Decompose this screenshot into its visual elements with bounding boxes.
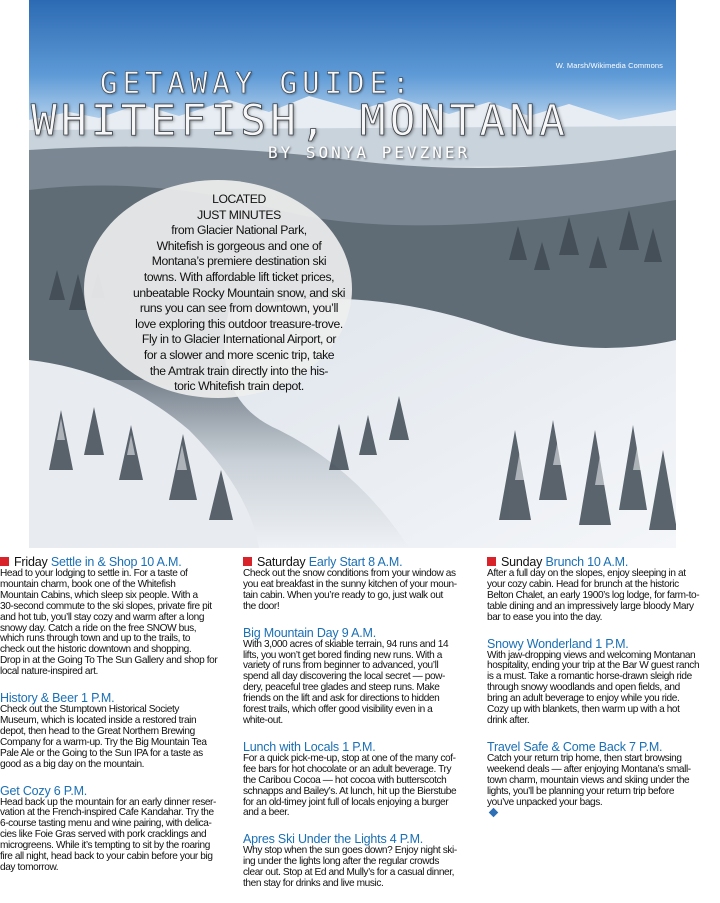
article-byline: BY SONYA PEVZNER bbox=[268, 143, 471, 162]
intro-text: LOCATED JUST MINUTES from Glacier National Park, Whitefish is gorgeous and one of Montana’s premiere destination ski towns. With affordable lift ticket prices, unbeatable Rocky Mountain snow, and ski runs you can see from downtown, you’ll love exploring this outdoor treasure-trove. Fly in to Glacier International Airport, or for a slower and more scenic trip, take the Amtrak train directly into the his- toric Whitefish train depot. bbox=[132, 192, 346, 394]
paragraph: After a full day on the slopes, enjoy sleeping in at your cozy cabin. Head for brunch at the historic Belton Chalet, an early 1900’s log lodge, for farm-to- table dining and an impressively large bloody Mary bar to ease you into the day. bbox=[487, 568, 700, 623]
paragraph: Catch your return trip home, then start browsing weekend deals — after enjoying Montana’s small- town charm, mountain views and skiing under the lights, you’ll be planning your return trip before you’ve unpacked your bags. bbox=[487, 754, 720, 818]
paragraph: Check out the Stumptown Historical Society Museum, which is located inside a restored train depot, then head to the Great Northern Brewing Company for a warm-up. Try the Big Mountain Tea Pale Ale or the Going to the Sun IPA for a taste as good as a big day on the mountain. bbox=[0, 704, 207, 770]
section-heading: Travel Safe & Come Back 7 P.M. bbox=[487, 739, 663, 754]
red-square-bullet bbox=[0, 557, 9, 566]
article-kicker: GETAWAY GUIDE: bbox=[100, 66, 415, 100]
article-title: WHITEFISH, MONTANA bbox=[31, 96, 569, 146]
section-heading: Snowy Wonderland 1 P.M. bbox=[487, 636, 629, 651]
photo-credit: W. Marsh/Wikimedia Commons bbox=[555, 61, 663, 70]
paragraph: With jaw-dropping views and welcoming Montanan hospitality, ending your trip at the Bar W guest ranch is a must. Take a romantic horse-drawn sleigh ride through snowy woodlands and open fields, and bring an adult beverage to enjoy while you ride. Cozy up with blankets, then warm up with a hot drink after. bbox=[487, 649, 700, 726]
paragraph: Check out the snow conditions from your window as you eat breakfast in the sunny kitchen of your moun- tain cabin. When you’re ready to go, just walk out the door! bbox=[243, 568, 457, 612]
paragraph: With 3,000 acres of skiable terrain, 94 runs and 14 lifts, you won’t get bored finding new runs. With a variety of runs from beginner to advanced, you’ll spend all day discovering the local secret — pow- dery, peaceful tree glades and steep runs. Make friends on the lift and ask for directions to hidden forest trails, which offer good visibility even in a white-out. bbox=[243, 638, 449, 726]
column-sunday bbox=[487, 555, 720, 830]
day-heading-sunday: Sunday Brunch 10 A.M. bbox=[487, 555, 720, 569]
paragraph: Head back up the mountain for an early dinner reser- vation at the French-inspired Cafe Kandahar. Try the 6-course tasting menu and wine pairing, with delica- cies like Foie Gras served with pork cracklings and microgreens. While it’s tempting to sit by the roaring fire all night, head back to your cabin before your big day tomorrow. bbox=[0, 796, 216, 873]
section-heading: Big Mountain Day 9 A.M. bbox=[243, 625, 376, 640]
section-heading: History & Beer 1 P.M. bbox=[0, 691, 115, 706]
red-square-bullet bbox=[487, 557, 496, 566]
column-friday bbox=[0, 555, 236, 887]
paragraph: Why stop when the sun goes down? Enjoy night ski- ing under the lights long after the regular crowds clear out. Stop at Ed and Mully’s for a casual dinner, then stay for drinks and live music. bbox=[243, 845, 457, 890]
section-heading: Get Cozy 6 P.M. bbox=[0, 783, 88, 798]
day-heading-friday: Friday Settle in & Shop 10 A.M. bbox=[0, 555, 236, 569]
section-heading: Lunch with Locals 1 P.M. bbox=[243, 739, 376, 754]
paragraph: For a quick pick-me-up, stop at one of the many cof- fee bars for hot chocolate or an adult beverage. Try the Caribou Cocoa — hot cocoa with butterscotch schnapps and Bailey’s. At lunch, hit up the Bierstube for an old-timey joint full of locals enjoying a burger and a beer. bbox=[243, 752, 457, 819]
end-mark-icon bbox=[489, 808, 499, 818]
red-square-bullet bbox=[243, 557, 252, 566]
paragraph: Head to your lodging to settle in. For a taste of mountain charm, book one of the Whitefish Mountain Cabins, which sleep six people. With a 30-second commute to the ski slopes, private fire pit and hot tub, you’ll stay cozy and warm after a long snowy day. Catch a ride on the free SNOW bus, which runs through town and up to the trails, to check out the historic downtown and shopping. Drop in at the Going To The Sun Gallery and shop for local nature-inspired art. bbox=[0, 568, 218, 678]
day-heading-saturday: Saturday Early Start 8 A.M. bbox=[243, 555, 479, 569]
column-saturday bbox=[243, 555, 479, 903]
section-heading: Apres Ski Under the Lights 4 P.M. bbox=[243, 832, 424, 847]
